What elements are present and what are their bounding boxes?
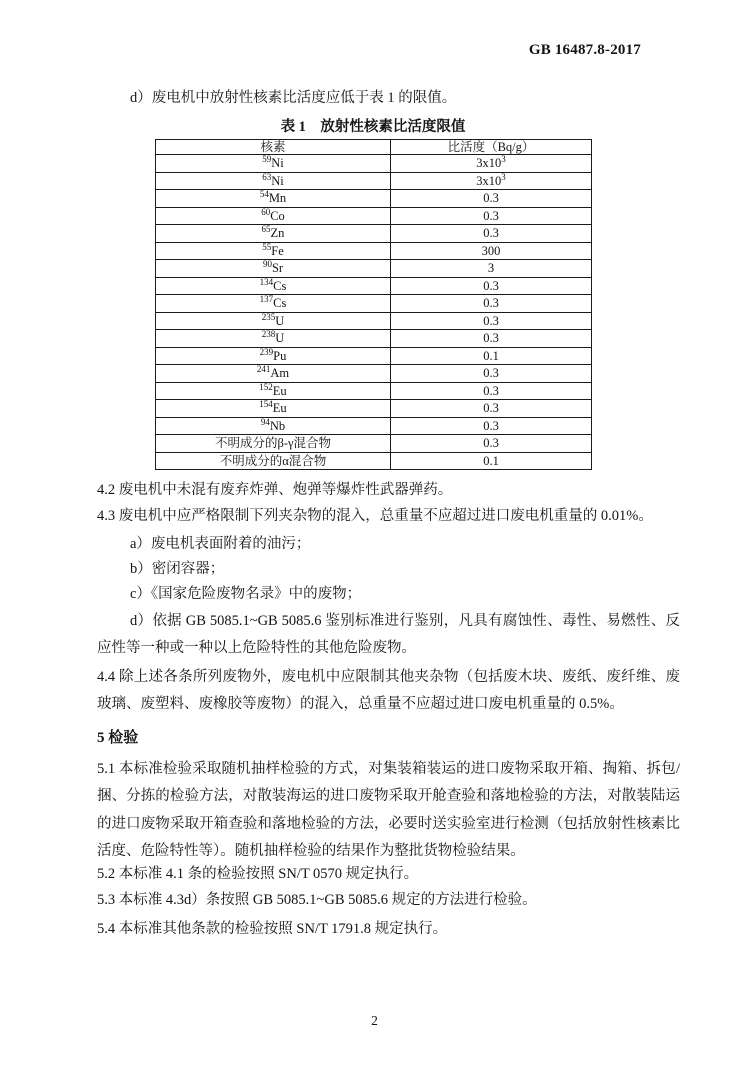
clause-5-1-line: 活度、危险特性等）。随机抽样检验的结果作为整批货物检验结果。 [97,842,525,859]
standard-code-header: GB 16487.8-2017 [528,42,641,58]
table-row [156,417,592,435]
table-row [156,382,592,400]
activity-cell: 0.3 [391,312,592,330]
nuclide-cell: 不明成分的α混合物 [156,452,391,470]
radionuclide-limits-table [155,139,592,470]
clause-5-2: 5.2 本标准 4.1 条的检验按照 SN/T 0570 规定执行。 [97,866,419,882]
nuclide-cell: $^{241}$Am [156,365,391,383]
nuclide-cell: $^{238}$U [156,330,391,348]
nuclide-cell: $^{154}$Eu [156,400,391,418]
clause-4-3-item-a: a）废电机表面附着的油污； [130,536,311,552]
nuclide-column-header: 核素 [156,140,391,155]
section-5-heading: 5 检验 [97,730,139,746]
nuclide-cell: $^{59}$Ni [156,155,391,173]
clause-5-4: 5.4 本标准其他条款的检验按照 SN/T 1791.8 规定执行。 [97,921,448,937]
nuclide-cell: $^{63}$Ni [156,172,391,190]
nuclide-cell: $^{94}$Nb [156,417,391,435]
table-row [156,190,592,208]
nuclide-cell: $^{152}$Eu [156,382,391,400]
clause-4-4 [97,664,680,719]
activity-cell: 0.3 [391,207,592,225]
clause-4-4-line: 玻璃、废塑料、废橡胶等废物）的混入，总重量不应超过进口废电机重量的 0.5%。 [97,696,624,713]
table-row [156,347,592,365]
clause-4-3-item-d [97,608,680,663]
clause-5-1 [97,756,680,865]
activity-cell: 0.3 [391,400,592,418]
activity-cell: 0.1 [391,347,592,365]
clause-4-4-line: 4.4 除上述各条所列废物外，废电机中应限制其他夹杂物（包括废木块、废纸、废纤维、废 [97,669,680,685]
activity-cell: 0.3 [391,330,592,348]
activity-cell: 0.3 [391,295,592,313]
table-row [156,260,592,278]
activity-cell: 0.3 [391,190,592,208]
table-1-title: 表 1 放射性核素比活度限值 [280,119,466,135]
table-row [156,400,592,418]
activity-cell: $3x10^3$ [391,172,592,190]
clause-4-3-item-b: b）密闭容器； [130,561,225,577]
nuclide-cell: $^{235}$U [156,312,391,330]
clause-4-3: 4.3 废电机中应严格限制下列夹杂物的混入，总重量不应超过进口废电机重量的 0.01%。 [97,508,653,524]
clause-5-1-line: 的进口废物采取开箱查验和落地检验的方法，必要时送实验室进行检测（包括放射性核素比 [97,815,680,832]
clause-4-3-item-c: c）《国家危险废物名录》中的废物； [130,586,362,602]
activity-cell: 0.3 [391,277,592,295]
nuclide-cell: 不明成分的β-γ混合物 [156,435,391,453]
nuclide-cell: $^{90}$Sr [156,260,391,278]
nuclide-cell: $^{60}$Co [156,207,391,225]
activity-cell: 0.1 [391,452,592,470]
nuclide-cell: $^{54}$Mn [156,190,391,208]
activity-cell: 0.3 [391,382,592,400]
nuclide-cell: $^{65}$Zn [156,225,391,243]
nuclide-cell: $^{239}$Pu [156,347,391,365]
table-row [156,435,592,453]
table-row [156,330,592,348]
nuclide-cell: $^{55}$Fe [156,242,391,260]
table-row [156,277,592,295]
activity-cell: 0.3 [391,365,592,383]
table-row [156,172,592,190]
activity-cell: $3x10^3$ [391,155,592,173]
table-row [156,295,592,313]
table-row [156,225,592,243]
clause-4-1-d: d）废电机中放射性核素比活度应低于表 1 的限值。 [130,90,457,106]
clause-5-3: 5.3 本标准 4.3d）条按照 GB 5085.1~GB 5085.6 规定的方法进行检验。 [97,892,537,908]
clause-4-2: 4.2 废电机中未混有废弃炸弹、炮弹等爆炸性武器弹药。 [97,482,453,498]
clause-5-1-line: 5.1 本标准检验采取随机抽样检验的方式，对集装箱装运的进口废物采取开箱、掏箱、拆包/ [97,761,680,777]
activity-cell: 0.3 [391,435,592,453]
clause-5-1-line: 捆、分拣的检验方法，对散装海运的进口废物采取开舱查验和落地检验的方法，对散装陆运 [97,788,680,805]
activity-cell: 0.3 [391,417,592,435]
clause-4-3-item-d-line: 应性等一种或一种以上危险特性的其他危险废物。 [97,640,416,657]
activity-column-header: 比活度（Bq/g） [391,140,592,155]
table-row [156,242,592,260]
table-row [156,207,592,225]
nuclide-cell: $^{137}$Cs [156,295,391,313]
nuclide-cell: $^{134}$Cs [156,277,391,295]
activity-cell: 300 [391,242,592,260]
table-header-row [156,140,592,155]
activity-cell: 0.3 [391,225,592,243]
table-row [156,452,592,470]
table-row [156,312,592,330]
table-row [156,155,592,173]
table-row [156,365,592,383]
clause-4-3-item-d-line: d）依据 GB 5085.1~GB 5085.6 鉴别标准进行鉴别，凡具有腐蚀性、毒性、易燃性、反 [130,613,680,629]
page-number: 2 [371,1013,378,1028]
activity-cell: 3 [391,260,592,278]
